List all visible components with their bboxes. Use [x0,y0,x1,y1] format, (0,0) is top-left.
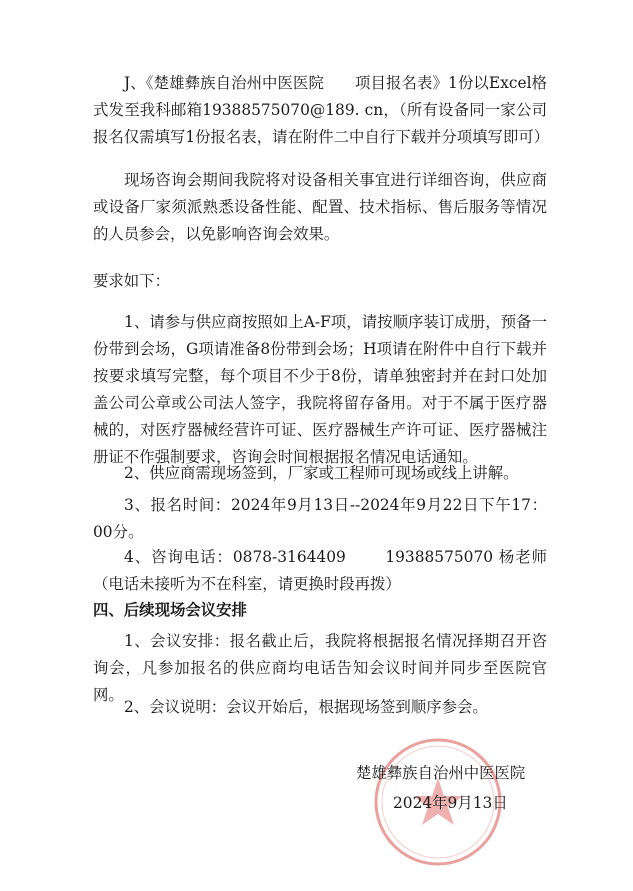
requirement-1: 1、请参与供应商按照如上A-F项，请按顺序装订成册，预备一份带到会场，G项请准备8份带到会场；H项请在附件中自行下载并按要求填写完整，每个项目不少于8份，请单独密封并在封口处加盖公司公章或公司法人签字，我院将留存备用。对于不属于医疗器械的，对医疗器械经营许可证、医疗器械生产许可证、医疗器械注册证不作强制要求，咨询会时间根据报名情况电话通知。 [93,313,547,466]
requirement-4: 4、咨询电话：0878-3164409 19388575070 杨老师（电话未接听为不在科室，请更换时段再拨） [93,548,547,593]
meeting-arrangement: 1、会议安排：报名截止后，我院将根据报名情况择期召开咨询会，凡参加报名的供应商均电话告知会议时间并同步至医院官网。 [93,632,547,704]
paragraph-j: J、《楚雄彝族自治州中医医院 项目报名表》1份以Excel格式发至我科邮箱19388575070@189. cn，（所有设备同一家公司报名仅需填写1份报名表，请在附件二中自行下载并分项填写即可） [93,74,550,146]
requirement-3: 3、报名时间：2024年9月13日--2024年9月22日下午17：00分。 [93,496,547,541]
requirement-2: 2、供应商需现场签到，厂家或工程师可现场或线上讲解。 [124,464,519,482]
signature-organization: 楚雄彝族自治州中医医院 [356,764,526,782]
paragraph-consultation: 现场咨询会期间我院将对设备相关事宜进行详细咨询，供应商或设备厂家须派熟悉设备性能、配置、技术指标、售后服务等情况的人员参会，以免影响咨询会效果。 [93,171,547,243]
section-four-heading: 四、后续现场会议安排 [93,601,247,619]
meeting-description: 2、会议说明：会议开始后，根据现场签到顺序参会。 [124,698,488,716]
signature-date: 2024年9月13日 [393,794,508,812]
requirements-heading: 要求如下： [93,272,170,290]
